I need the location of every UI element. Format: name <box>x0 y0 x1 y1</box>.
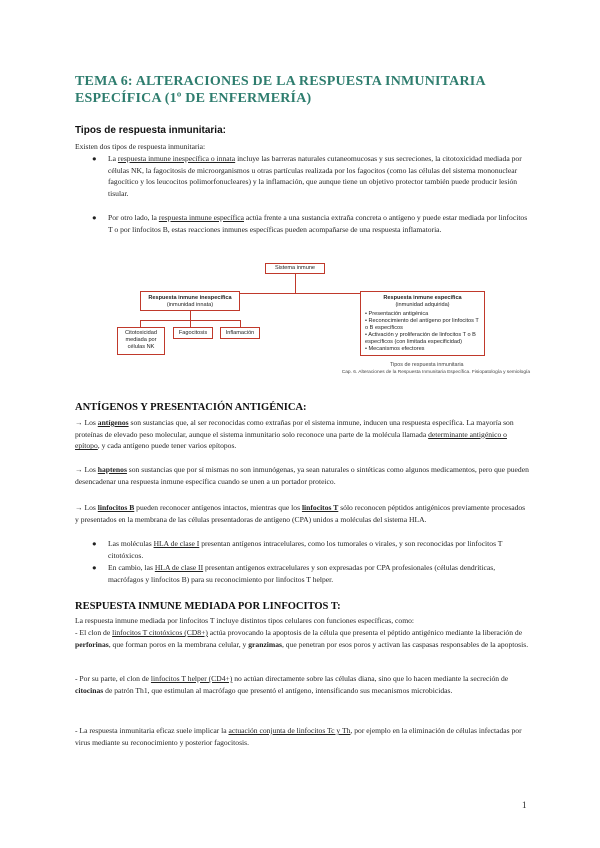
diagram-inflamacion-box: Inflamación <box>220 327 260 339</box>
diagram-innata-box <box>140 291 240 311</box>
heading-colon: : <box>337 601 341 612</box>
heading-text: Tipos de respuesta inmunitaria <box>75 125 223 136</box>
list-item: • Reconocimiento del antígeno por linfocitos T o B específicos <box>365 318 479 331</box>
text: sólo reconocen péptidos antigénicos previamente procesados y presentados en la membrana de las células presentadoras de antígeno (CPA) unidos a moléculas del sistema HLA. <box>75 503 526 524</box>
term-cd4: linfocitos T helper (CD4+) <box>150 674 233 683</box>
section-heading-tipos <box>75 125 226 136</box>
heading-colon: : <box>222 125 226 136</box>
text: En cambio, las <box>108 563 155 572</box>
text: Por otro lado, la <box>108 213 159 222</box>
diagram-root: Sistema inmune <box>265 263 325 274</box>
bullet-especifica <box>108 212 528 235</box>
paragraph-conjunta <box>75 725 530 748</box>
text: presentan antígenos intracelulares, como los tumorales o virales, y son reconocidas por linfocitos T citotóxicos. <box>108 539 503 560</box>
text: , que penetran por esos poros y activan las caspasas responsables de la apoptosis. <box>282 639 529 649</box>
bullet-dot: ● <box>92 563 97 572</box>
paragraph-haptenos <box>75 464 530 487</box>
text: incluye las barreras naturales cutaneomucosas y sus secreciones, la citotoxicidad mediada por células NK, la fagocitosis de microorganismos u otras partículas realizada por los fagocitos (como las células del sistema mononuclear fagocítico y los leucocitos polimorfonucleares) y la inflamación, que aunque tiene un objetivo protector también puede producir lesión tisular. <box>108 154 522 198</box>
text: Las moléculas <box>108 539 154 548</box>
item-text: Reconocimiento del antígeno por linfocitos T o B específicos <box>365 318 479 331</box>
figure-caption: Tipos de respuesta inmunitaria <box>390 362 464 368</box>
text: → Los <box>75 418 98 427</box>
diagram-nk-box: Citotoxicidad mediada por células NK <box>117 327 165 355</box>
paragraph-antigenos <box>75 417 530 452</box>
bullet-hla-i <box>108 538 528 561</box>
text: - El clon de <box>75 628 113 637</box>
paragraph-helper <box>75 673 530 696</box>
text: de patrón Th1, que estimulan al macrófago que presentó el antígeno, intensificando sus mecanismos microbicidas. <box>103 685 453 695</box>
bullet-innata <box>108 153 528 199</box>
bullet-dot: ● <box>92 213 97 222</box>
diagram-especifica-box <box>360 291 485 356</box>
intro-paragraph: La respuesta inmune mediada por linfocitos T incluye distintos tipos celulares con funciones específicas, como: <box>75 616 415 625</box>
text: actúa provocando la apoptosis de la célula que presenta el péptido antigénico mediante la liberación de <box>207 628 523 637</box>
term-citocinas: citocinas <box>75 685 104 695</box>
text: → Los <box>75 465 98 474</box>
box-subtitle: (inmunidad adquirida) <box>395 302 450 308</box>
item-text: Presentación antigénica <box>368 311 429 317</box>
text: - La respuesta inmunitaria eficaz suele implicar la <box>75 726 229 735</box>
connector <box>140 320 141 327</box>
term-antigenos: antígenos <box>97 418 129 427</box>
box-subtitle: (inmunidad innata) <box>166 302 214 308</box>
paragraph-citotoxicos <box>75 627 530 650</box>
page-number: 1 <box>522 800 527 810</box>
term-epitopo: determinante antigénico o epítopo <box>75 429 507 451</box>
section-heading-linfocitos-t <box>75 601 341 612</box>
bullet-hla-ii <box>108 562 528 585</box>
item-text: Activación y proliferación de linfocitos T o B específicos (con limitada especificidad) <box>365 332 476 345</box>
text: actúa frente a una sustancia extraña concreta o antígeno y puede estar mediada por linfocitos T o por linfocitos B, estas reacciones inmunes específicas pueden acompañarse de una respuesta inflamatoria. <box>108 213 528 234</box>
term-hla-i: HLA de clase I <box>153 539 200 548</box>
intro-paragraph: Existen dos tipos de respuesta inmunitaria: <box>75 142 206 151</box>
bullet-dot: ● <box>92 539 97 548</box>
diagram-fagocitosis-box: Fagocitosis <box>173 327 213 339</box>
text: , por ejemplo en la eliminación de células infectadas por virus mediante su reconocimiento y posterior fagocitosis. <box>75 726 522 747</box>
text: no actúan directamente sobre las células diana, sino que lo hacen mediante la secreción de <box>232 674 509 683</box>
heading-text: RESPUESTA INMUNE MEDIADA POR LINFOCITOS T <box>75 601 338 612</box>
box-title: Respuesta inmune específica <box>383 295 462 301</box>
term-linfocitos-t: linfocitos T <box>301 503 339 512</box>
connector <box>295 274 296 294</box>
list-item: • Mecanismos efectores <box>365 346 425 352</box>
section-heading-antigenos <box>75 402 307 413</box>
figure-source: Cap. 6. Alteraciones de la Respuesta Inmunitaria Específica. Fisiopatología y semiología <box>341 370 530 375</box>
list-item: • Activación y proliferación de linfocitos T o B específicos (con limitada especificidad) <box>365 332 476 345</box>
text: , que forman poros en la membrana celular, y <box>108 639 249 649</box>
text: , y cada antígeno puede tener varios epítopos. <box>97 441 237 451</box>
connector <box>240 320 241 327</box>
paragraph-linfocitos <box>75 502 530 525</box>
heading-colon: : <box>303 402 307 413</box>
term-innata: respuesta inmune inespecífica o innata <box>117 154 236 163</box>
term-granzimas: granzimas <box>248 639 282 649</box>
term-haptenos: haptenos <box>97 465 127 474</box>
term-linfocitos-b: linfocitos B <box>97 503 135 512</box>
text: La <box>108 154 118 163</box>
bullet-dot: ● <box>92 154 97 163</box>
connector <box>190 320 191 327</box>
heading-text: ANTÍGENOS Y PRESENTACIÓN ANTIGÉNICA <box>75 402 304 413</box>
text: son sustancias que, al ser reconocidas como extrañas por el sistema inmune, inducen una respuesta específica. La mayoría son proteínas de elevado peso molecular, aunque el sistema inmunitario solo reconoce una parte de la molécula llamada <box>75 418 514 439</box>
text: - Por su parte, el clon de <box>75 674 151 683</box>
document-title: TEMA 6: ALTERACIONES DE LA RESPUESTA INMUNITARIA ESPECÍFICA (1º DE ENFERMERÍA) <box>75 74 485 106</box>
item-text: Mecanismos efectores <box>368 346 425 352</box>
box-title: Respuesta inmune inespecífica <box>148 295 232 301</box>
term-tc-th: actuación conjunta de linfocitos Tc y Th <box>228 726 351 735</box>
text: → Los <box>75 503 98 512</box>
term-cd8: linfocitos T citotóxicos (CD8+) <box>112 628 208 637</box>
text: pueden reconocer antígenos intactos, mientras que los <box>134 503 302 512</box>
list-item: • Presentación antigénica <box>365 311 429 317</box>
term-especifica: respuesta inmune específica <box>158 213 245 222</box>
text: presentan antígenos extracelulares y son expresadas por CPA profesionales (células dendríticas, macrófagos y linfocitos B) para su reconocimiento por linfocitos T helper. <box>108 563 496 584</box>
term-hla-ii: HLA de clase II <box>154 563 204 572</box>
text: son sustancias que por sí mismas no son inmunógenas, ya sean naturales o sintéticas como algunos medicamentos, pero que pueden desencadenar una respuesta inmune específica cuando se unen a un portador proteico. <box>75 465 529 486</box>
connector <box>190 311 191 320</box>
term-perforinas: perforinas <box>75 639 109 649</box>
